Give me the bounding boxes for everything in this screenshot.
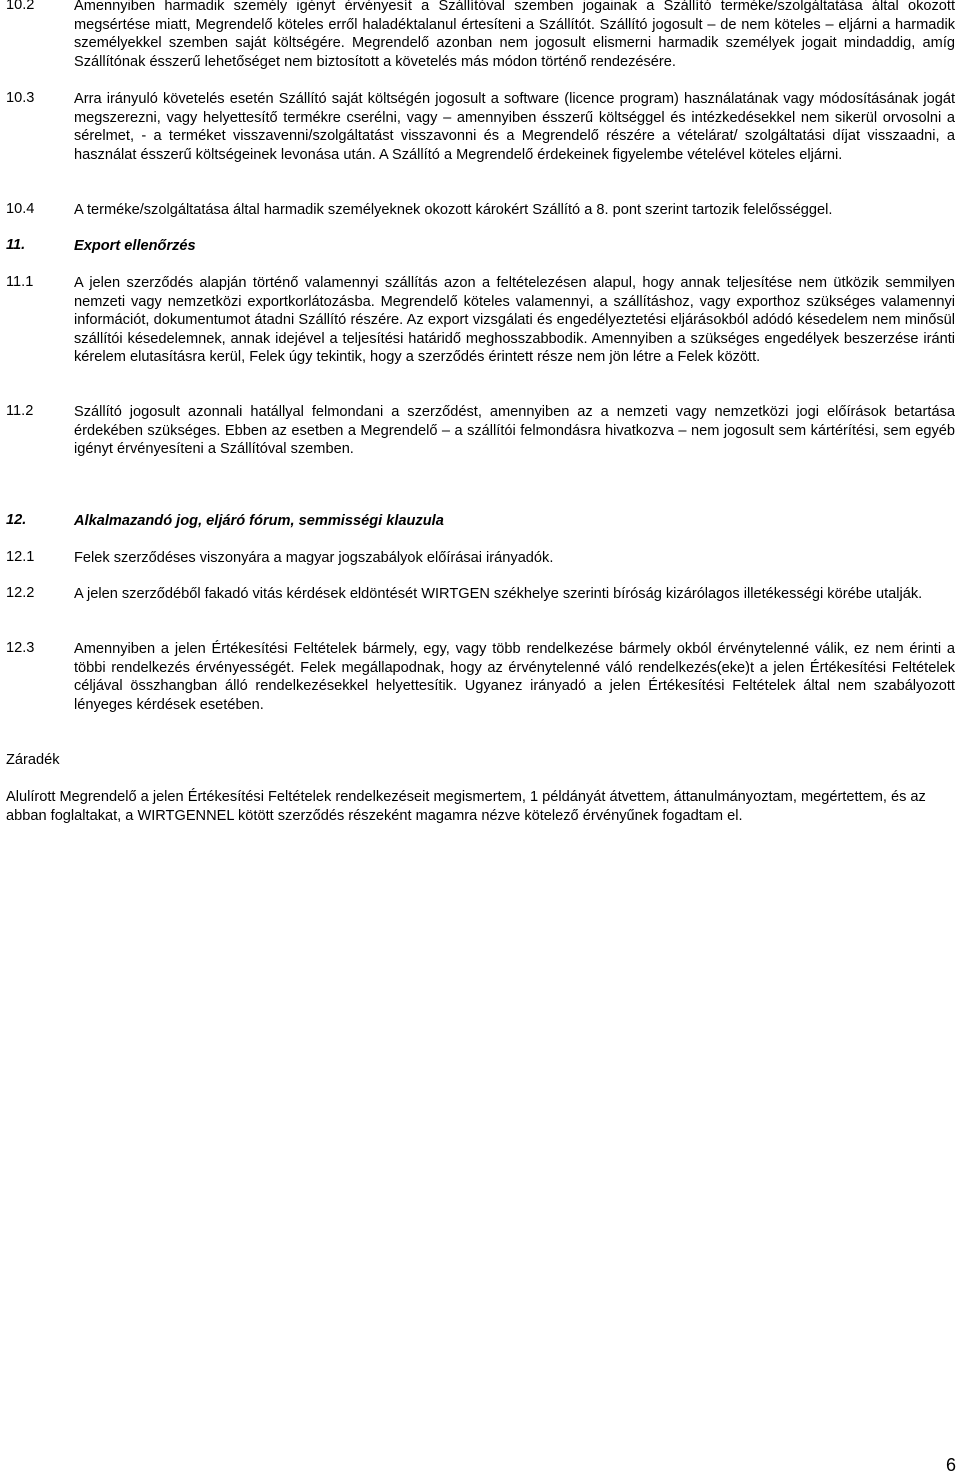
clause-number: 12.2	[6, 585, 35, 601]
clause-10-4	[0, 201, 955, 220]
clause-10-2	[0, 0, 955, 71]
zaradek-title: Záradék	[6, 752, 60, 768]
clause-number: 11.2	[6, 403, 34, 419]
section-heading-11	[0, 237, 955, 256]
clause-number: 11.1	[6, 274, 34, 290]
section-number: 12.	[6, 512, 27, 528]
clause-number: 10.3	[6, 90, 35, 106]
clause-number: 12.3	[6, 640, 35, 656]
clause-text: Amennyiben a jelen Értékesítési Feltételek bármely, egy, vagy több rendelkezése bármely okból érvénytelenné válik, ez nem érinti a többi rendelkezés érvényességét. Felek megállapodnak, hogy az érvénytelenné váló rendelkezés(eke)t a jelen Értékesítési Feltételek céljával összhangban álló rendelkezésekkel helyettesítik. Ugyanez irányadó a jelen Értékesítési Feltételek által nem szabályozott lényeges kérdések esetében.	[74, 641, 955, 713]
clause-number: 10.2	[6, 0, 35, 13]
clause-12-3	[0, 640, 955, 714]
clause-text: A jelen szerződéből fakadó vitás kérdések eldöntését WIRTGEN székhelye szerinti bíróság kizárólagos illetékességi körébe utalják.	[74, 586, 923, 602]
clause-text: Felek szerződéses viszonyára a magyar jogszabályok előírásai irányadók.	[74, 550, 554, 566]
clause-text: A jelen szerződés alapján történő valamennyi szállítás azon a feltételezésen alapul, hogy annak teljesítése nem ütközik semmilyen nemzeti vagy nemzetközi exportkorlátozásba. Megrendelő köteles valamennyi, a szállításhoz, vagy exporthoz szükséges valamennyi információt, dokumentumot átadni Szállító részére. Az export vizsgálati és engedélyeztetési eljárásokból adódó késedelem nem minősül szállítói késedelemnek, annak idejével a teljesítési határidő meghosszabbodik. Amennyiben a szükséges engedélyek beszerzése iránti kérelem elutasításra kerül, Felek úgy tekintik, hogy a szerződés érintett része nem jön létre a Felek között.	[74, 275, 955, 365]
clause-12-2	[0, 585, 955, 604]
clause-text: Szállító jogosult azonnali hatállyal felmondani a szerződést, amennyiben az a nemzeti vagy nemzetközi jogi előírások betartása érdekében szükséges. Ebben az esetben a Megrendelő – a szállítói felmondásra hivatkozva – nem jogosult sem kártérítési, sem egyéb igényt érvényesíteni a Szállítóval szemben.	[74, 404, 955, 457]
section-heading-12	[0, 512, 955, 531]
section-title: Export ellenőrzés	[74, 238, 196, 254]
section-number: 11.	[6, 237, 26, 253]
page-number: 6	[945, 1455, 956, 1475]
clause-10-3	[0, 90, 955, 164]
section-title: Alkalmazandó jog, eljáró fórum, semmisségi klauzula	[74, 513, 444, 529]
clause-11-2	[0, 403, 955, 459]
clause-text: A terméke/szolgáltatása által harmadik személyeknek okozott károkért Szállító a 8. pont szerint tartozik felelősséggel.	[74, 202, 833, 218]
clause-11-1	[0, 274, 955, 367]
clause-text: Arra irányuló követelés esetén Szállító saját költségén jogosult a software (licence program) használatának vagy módosításának jogát megszerezni, vagy helyettesítő termékre cserélni, vagy – amennyiben ésszerű költséggel és intézkedésekkel nem sikerül orvosolni a sérelmet, - a terméket visszavenni/szolgáltatást visszavonni és a Megrendelő részére a vételárat/ szolgáltatási díjat visszaadni, a használat ésszerű költségeinek levonása után. A Szállító a Megrendelő érdekeinek figyelembe vételével köteles eljárni.	[74, 91, 955, 163]
zaradek-text: Alulírott Megrendelő a jelen Értékesítési Feltételek rendelkezéseit megismertem, 1 példányát átvettem, áttanulmányoztam, megértettem, és az abban foglaltakat, a WIRTGENNEL kötött szerződés részeként magamra nézve kötelező érvényűnek fogadtam el.	[6, 789, 926, 824]
clause-text: Amennyiben harmadik személy igényt érvényesít a Szállítóval szemben jogainak a Szállító terméke/szolgáltatása által okozott megsértése miatt, Megrendelő köteles erről haladéktalanul értesíteni a Szállítót. Szállító jogosult – de nem köteles – eljárni a harmadik személyekkel szemben saját költségére. Megrendelő azonban nem jogosult elismerni harmadik személyek jogait mindaddig, amíg Szállítónak ésszerű lehetőséget nem biztosított a követelés más módon történő rendezésére.	[74, 0, 955, 70]
clause-12-1	[0, 549, 955, 568]
clause-number: 12.1	[6, 549, 35, 565]
clause-number: 10.4	[6, 201, 35, 217]
